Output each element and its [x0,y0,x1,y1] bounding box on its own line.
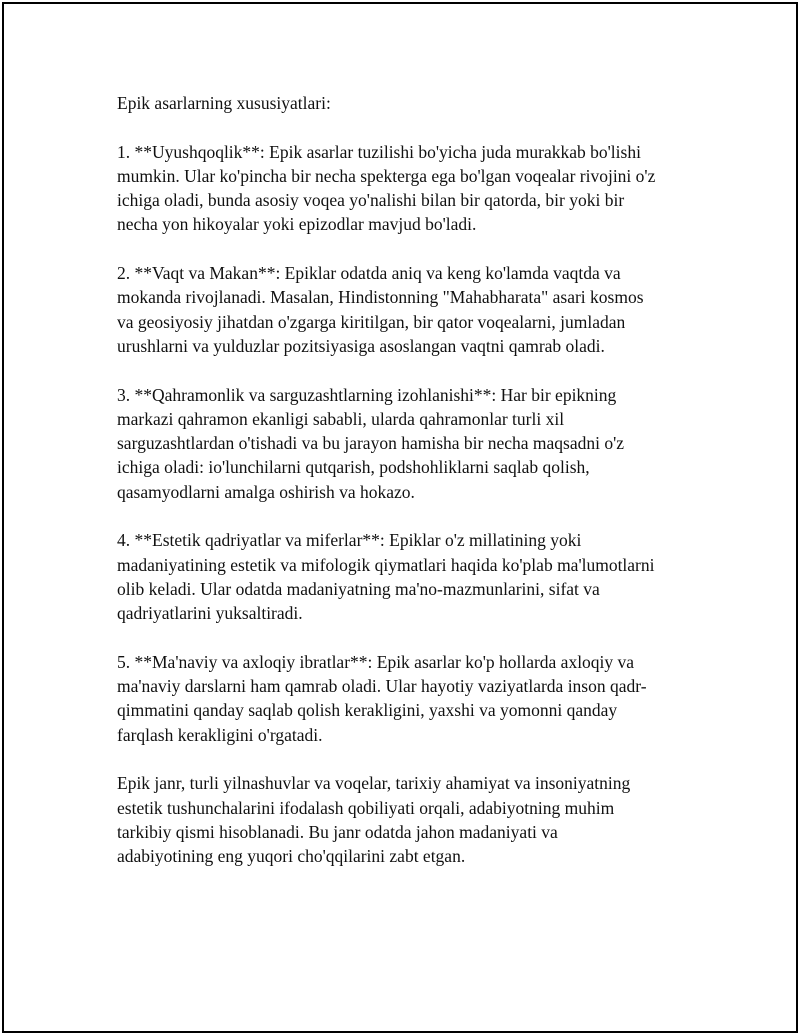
paragraph-manaviy-axloqiy [117,650,697,747]
text-line: Epik asarlarning xususiyatlari: [117,93,331,113]
text-line: urushlarni va yulduzlar pozitsiyasiga asoslangan vaqtni qamrab oladi. [117,335,605,356]
paragraph-uyushqoqlik [117,140,697,237]
paragraph-qahramonlik [117,383,697,504]
text-line: 4. **Estetik qadriyatlar va miferlar**: Epiklar o'z millatining yoki [117,530,582,551]
text-line: mumkin. Ular ko'pincha bir necha spekterga ega bo'lgan voqealar rivojini o'z [117,165,656,186]
text-line: qadriyatlarini yuksaltiradi. [117,603,303,624]
text-line: olib keladi. Ular odatda madaniyatning ma'no-mazmunlarini, sifat va [117,578,600,599]
text-line: markazi qahramon ekanligi sababli, ularda qahramonlar turli xil [117,408,565,429]
document-heading [117,91,697,115]
text-line: adabiyotining eng yuqori cho'qqilarini zabt etgan. [117,846,466,867]
text-line: necha yon hikoyalar yoki epizodlar mavjud bo'ladi. [117,214,477,235]
text-line: estetik tushunchalarini ifodalash qobiliyati orqali, adabiyotning muhim [117,797,615,818]
text-line: 1. **Uyushqoqlik**: Epik asarlar tuzilishi bo'yicha juda murakkab bo'lishi [117,141,641,162]
text-line: va geosiyosiy jihatdan o'zgarga kiritilgan, bir qator voqealarni, jumladan [117,311,626,332]
text-line: ichiga oladi: io'lunchilarni qutqarish, podshohliklarni saqlab qolish, [117,457,590,478]
text-line: 2. **Vaqt va Makan**: Epiklar odatda aniq va keng ko'lamda vaqtda va [117,263,621,284]
paragraph-vaqt-va-makan [117,261,697,358]
text-line: qimmatini qanday saqlab qolish kerakligini, yaxshi va yomonni qanday [117,700,618,721]
text-line: ichiga oladi, bunda asosiy voqea yo'nalishi bilan bir qatorda, bir yoki bir [117,190,625,211]
text-line: sarguzashtlardan o'tishadi va bu jarayon hamisha bir necha maqsadni o'z [117,433,625,454]
text-line: qasamyodlarni amalga oshirish va hokazo. [117,481,415,502]
paragraph-conclusion [117,771,697,868]
text-line: 3. **Qahramonlik va sarguzashtlarning izohlanishi**: Har bir epikning [117,384,617,405]
text-line: tarkibiy qismi hisoblanadi. Bu janr odatda jahon madaniyati va [117,821,558,842]
text-line: mokanda rivojlanadi. Masalan, Hindistonning "Mahabharata" asari kosmos [117,287,644,308]
document-body [117,91,697,893]
text-line: 5. **Ma'naviy va axloqiy ibratlar**: Epik asarlar ko'p hollarda axloqiy va [117,651,635,672]
paragraph-estetik-qadriyatlar [117,528,697,625]
text-line: Epik janr, turli yilnashuvlar va voqelar, tarixiy ahamiyat va insoniyatning [117,773,631,794]
text-line: madaniyatining estetik va mifologik qiymatlari haqida ko'plab ma'lumotlarni [117,554,655,575]
text-line: ma'naviy darslarni ham qamrab oladi. Ular hayotiy vaziyatlarda inson qadr- [117,676,647,697]
text-line: farqlash kerakligini o'rgatadi. [117,724,323,745]
